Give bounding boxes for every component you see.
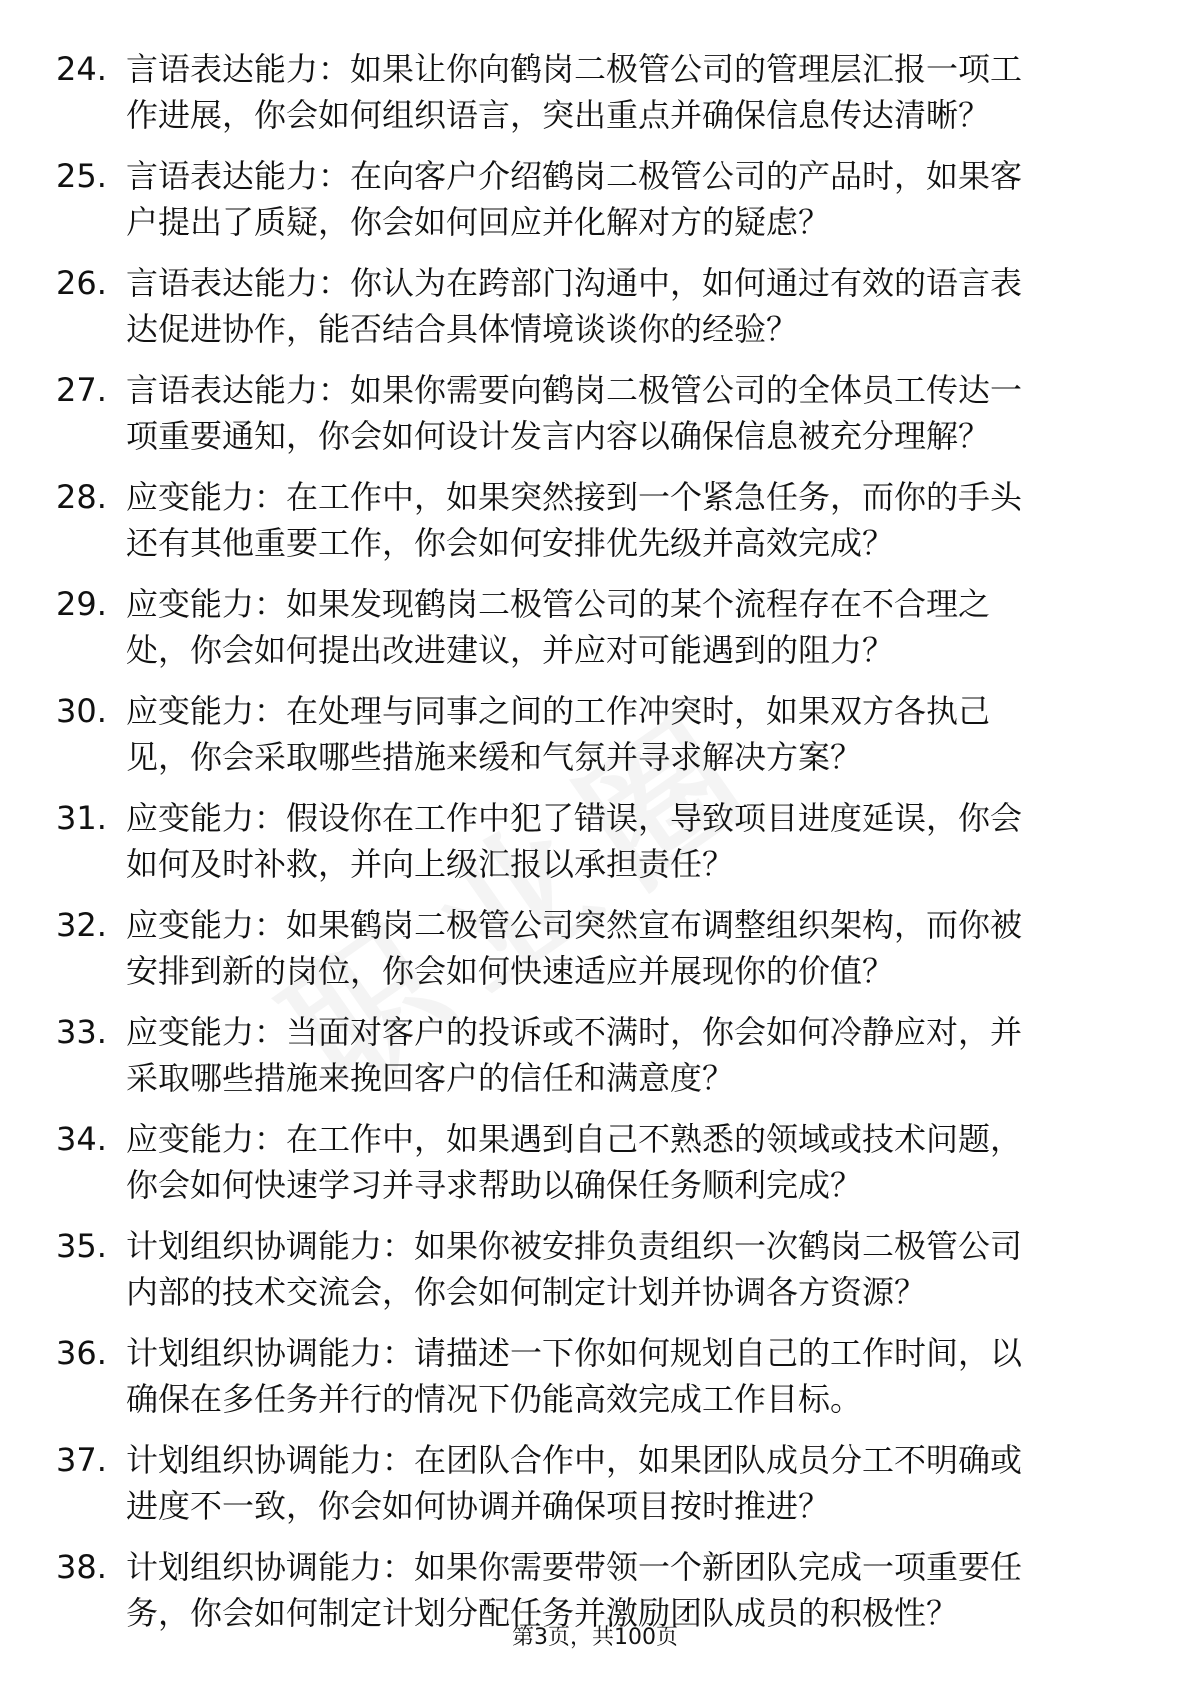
question-text: 应变能力：如果发现鹤岗二极管公司的某个流程存在不合理之 处，你会如何提出改进建议，并应对可能遇到的阻力？ bbox=[126, 585, 991, 669]
question-item bbox=[56, 367, 1106, 474]
question-item bbox=[56, 1330, 1106, 1437]
question-number: 34. bbox=[56, 1120, 107, 1158]
question-text: 应变能力：当面对客户的投诉或不满时，你会如何冷静应对，并 采取哪些措施来挽回客户的信任和满意度？ bbox=[126, 1013, 1023, 1097]
question-number: 38. bbox=[56, 1548, 107, 1586]
question-text: 计划组织协调能力：请描述一下你如何规划自己的工作时间，以 确保在多任务并行的情况下仍能高效完成工作目标。 bbox=[126, 1334, 1023, 1418]
question-list bbox=[56, 46, 1106, 1651]
question-number: 35. bbox=[56, 1227, 107, 1265]
question-item bbox=[56, 474, 1106, 581]
question-text: 言语表达能力：如果让你向鹤岗二极管公司的管理层汇报一项工 作进展，你会如何组织语言，突出重点并确保信息传达清晰？ bbox=[126, 50, 1023, 134]
question-number: 26. bbox=[56, 264, 107, 302]
question-item bbox=[56, 902, 1106, 1009]
question-number: 33. bbox=[56, 1013, 107, 1051]
page-number: 第3页，共100页 bbox=[512, 1625, 678, 1650]
question-item bbox=[56, 1437, 1106, 1544]
question-item bbox=[56, 46, 1106, 153]
question-item bbox=[56, 581, 1106, 688]
question-item bbox=[56, 260, 1106, 367]
question-text: 言语表达能力：你认为在跨部门沟通中，如何通过有效的语言表 达促进协作，能否结合具体情境谈谈你的经验？ bbox=[126, 264, 1023, 348]
question-item bbox=[56, 795, 1106, 902]
question-number: 30. bbox=[56, 692, 107, 730]
question-number: 31. bbox=[56, 799, 107, 837]
question-number: 36. bbox=[56, 1334, 107, 1372]
question-number: 32. bbox=[56, 906, 107, 944]
question-item bbox=[56, 1223, 1106, 1330]
question-number: 29. bbox=[56, 585, 107, 623]
question-text: 应变能力：假设你在工作中犯了错误，导致项目进度延误，你会 如何及时补救，并向上级汇报以承担责任？ bbox=[126, 799, 1023, 883]
question-text: 应变能力：如果鹤岗二极管公司突然宣布调整组织架构，而你被 安排到新的岗位，你会如何快速适应并展现你的价值？ bbox=[126, 906, 1023, 990]
question-text: 应变能力：在工作中，如果突然接到一个紧急任务，而你的手头 还有其他重要工作，你会如何安排优先级并高效完成？ bbox=[126, 478, 1023, 562]
question-text: 应变能力：在处理与同事之间的工作冲突时，如果双方各执己 见，你会采取哪些措施来缓和气氛并寻求解决方案？ bbox=[126, 692, 991, 776]
question-text: 应变能力：在工作中，如果遇到自己不熟悉的领域或技术问题， 你会如何快速学习并寻求帮助以确保任务顺利完成？ bbox=[126, 1120, 1023, 1204]
question-number: 27. bbox=[56, 371, 107, 409]
question-number: 37. bbox=[56, 1441, 107, 1479]
question-text: 言语表达能力：如果你需要向鹤岗二极管公司的全体员工传达一 项重要通知，你会如何设计发言内容以确保信息被充分理解？ bbox=[126, 371, 1023, 455]
question-item bbox=[56, 1116, 1106, 1223]
question-text: 计划组织协调能力：如果你需要带领一个新团队完成一项重要任 务，你会如何制定计划分配任务并激励团队成员的积极性？ bbox=[126, 1548, 1023, 1632]
question-text: 言语表达能力：在向客户介绍鹤岗二极管公司的产品时，如果客 户提出了质疑，你会如何回应并化解对方的疑虑？ bbox=[126, 157, 1023, 241]
question-item bbox=[56, 688, 1106, 795]
question-number: 25. bbox=[56, 157, 107, 195]
question-text: 计划组织协调能力：在团队合作中，如果团队成员分工不明确或 进度不一致，你会如何协调并确保项目按时推进？ bbox=[126, 1441, 1023, 1525]
question-text: 计划组织协调能力：如果你被安排负责组织一次鹤岗二极管公司 内部的技术交流会，你会如何制定计划并协调各方资源？ bbox=[126, 1227, 1023, 1311]
question-item bbox=[56, 1009, 1106, 1116]
question-number: 28. bbox=[56, 478, 107, 516]
question-number: 24. bbox=[56, 50, 107, 88]
question-item bbox=[56, 153, 1106, 260]
